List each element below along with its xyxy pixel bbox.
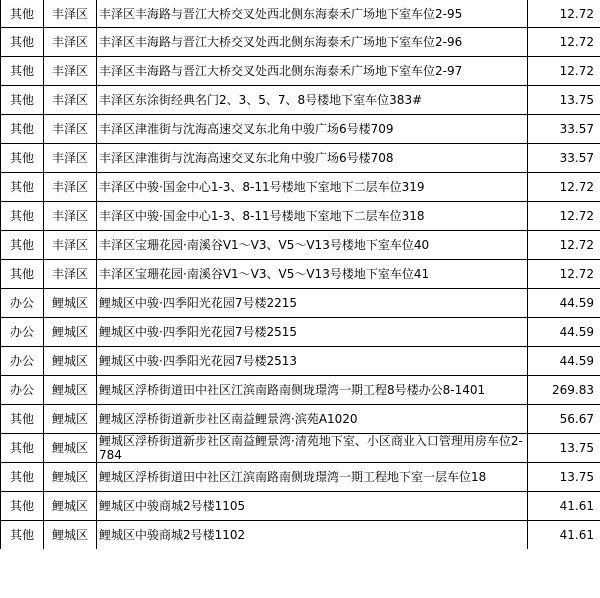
property-type-cell: 其他 [1,0,44,28]
property-type-cell: 其他 [1,492,44,521]
address-cell: 丰泽区津淮街与沈海高速交叉东北角中骏广场6号楼708 [97,144,528,173]
table-row [1,28,600,57]
property-type-cell: 其他 [1,57,44,86]
area-cell: 12.72 [528,231,600,260]
property-type-cell: 其他 [1,86,44,115]
district-cell: 丰泽区 [44,260,97,289]
district-cell: 丰泽区 [44,231,97,260]
area-cell: 12.72 [528,260,600,289]
table-row [1,260,600,289]
district-cell: 丰泽区 [44,115,97,144]
table-row [1,434,600,463]
address-cell: 丰泽区丰海路与晋江大桥交叉处西北侧东海泰禾广场地下室车位2-95 [97,0,528,28]
table-row [1,202,600,231]
table-row [1,318,600,347]
area-cell: 12.72 [528,173,600,202]
district-cell: 鲤城区 [44,289,97,318]
district-cell: 丰泽区 [44,28,97,57]
district-cell: 鲤城区 [44,463,97,492]
district-cell: 鲤城区 [44,521,97,550]
address-cell: 丰泽区东涂街经典名门2、3、5、7、8号楼地下室车位383# [97,86,528,115]
table-row [1,115,600,144]
district-cell: 鲤城区 [44,347,97,376]
address-cell: 丰泽区丰海路与晋江大桥交叉处西北侧东海泰禾广场地下室车位2-97 [97,57,528,86]
property-type-cell: 其他 [1,115,44,144]
table-row [1,231,600,260]
area-cell: 44.59 [528,318,600,347]
district-cell: 丰泽区 [44,57,97,86]
address-cell: 鲤城区浮桥街道新步社区南益鲤景湾·清苑地下室、小区商业入口管理用房车位2-784 [97,434,528,463]
address-cell: 鲤城区中骏·四季阳光花园7号楼2215 [97,289,528,318]
property-type-cell: 办公 [1,347,44,376]
area-cell: 12.72 [528,0,600,28]
area-cell: 44.59 [528,289,600,318]
property-type-cell: 其他 [1,521,44,550]
table-row [1,463,600,492]
property-type-cell: 办公 [1,289,44,318]
area-cell: 41.61 [528,492,600,521]
district-cell: 鲤城区 [44,492,97,521]
area-cell: 41.61 [528,521,600,550]
property-type-cell: 其他 [1,202,44,231]
address-cell: 鲤城区中骏·四季阳光花园7号楼2515 [97,318,528,347]
area-cell: 269.83 [528,376,600,405]
area-cell: 56.67 [528,405,600,434]
table-row [1,173,600,202]
address-cell: 丰泽区中骏·国金中心1-3、8-11号楼地下室地下二层车位319 [97,173,528,202]
table-row [1,289,600,318]
table-row [1,405,600,434]
table-row [1,492,600,521]
address-cell: 丰泽区津淮街与沈海高速交叉东北角中骏广场6号楼709 [97,115,528,144]
address-cell: 鲤城区中骏商城2号楼1102 [97,521,528,550]
district-cell: 鲤城区 [44,434,97,463]
district-cell: 鲤城区 [44,318,97,347]
table-row [1,0,600,28]
address-cell: 鲤城区中骏商城2号楼1105 [97,492,528,521]
area-cell: 33.57 [528,115,600,144]
property-type-cell: 办公 [1,318,44,347]
table-row [1,57,600,86]
table-row [1,376,600,405]
table-row [1,347,600,376]
property-type-cell: 其他 [1,434,44,463]
table-row [1,521,600,550]
district-cell: 鲤城区 [44,376,97,405]
district-cell: 丰泽区 [44,0,97,28]
district-cell: 丰泽区 [44,202,97,231]
area-cell: 33.57 [528,144,600,173]
area-cell: 12.72 [528,28,600,57]
area-cell: 13.75 [528,86,600,115]
area-cell: 12.72 [528,57,600,86]
district-cell: 丰泽区 [44,144,97,173]
property-table-body [1,0,600,549]
address-cell: 丰泽区宝珊花园·南溪谷V1～V3、V5～V13号楼地下室车位40 [97,231,528,260]
address-cell: 丰泽区中骏·国金中心1-3、8-11号楼地下室地下二层车位318 [97,202,528,231]
address-cell: 丰泽区宝珊花园·南溪谷V1～V3、V5～V13号楼地下室车位41 [97,260,528,289]
property-type-cell: 其他 [1,231,44,260]
area-cell: 13.75 [528,463,600,492]
address-cell: 鲤城区浮桥街道新步社区南益鲤景湾·滨苑A1020 [97,405,528,434]
area-cell: 12.72 [528,202,600,231]
area-cell: 44.59 [528,347,600,376]
property-type-cell: 办公 [1,376,44,405]
property-type-cell: 其他 [1,463,44,492]
address-cell: 鲤城区浮桥街道田中社区江滨南路南侧珑璟湾一期工程地下室一层车位18 [97,463,528,492]
address-cell: 丰泽区丰海路与晋江大桥交叉处西北侧东海泰禾广场地下室车位2-96 [97,28,528,57]
address-cell: 鲤城区中骏·四季阳光花园7号楼2513 [97,347,528,376]
table-row [1,144,600,173]
district-cell: 丰泽区 [44,173,97,202]
property-type-cell: 其他 [1,405,44,434]
property-type-cell: 其他 [1,260,44,289]
table-row [1,86,600,115]
address-cell: 鲤城区浮桥街道田中社区江滨南路南侧珑璟湾一期工程8号楼办公8-1401 [97,376,528,405]
district-cell: 丰泽区 [44,86,97,115]
property-type-cell: 其他 [1,144,44,173]
property-type-cell: 其他 [1,28,44,57]
district-cell: 鲤城区 [44,405,97,434]
property-type-cell: 其他 [1,173,44,202]
area-cell: 13.75 [528,434,600,463]
